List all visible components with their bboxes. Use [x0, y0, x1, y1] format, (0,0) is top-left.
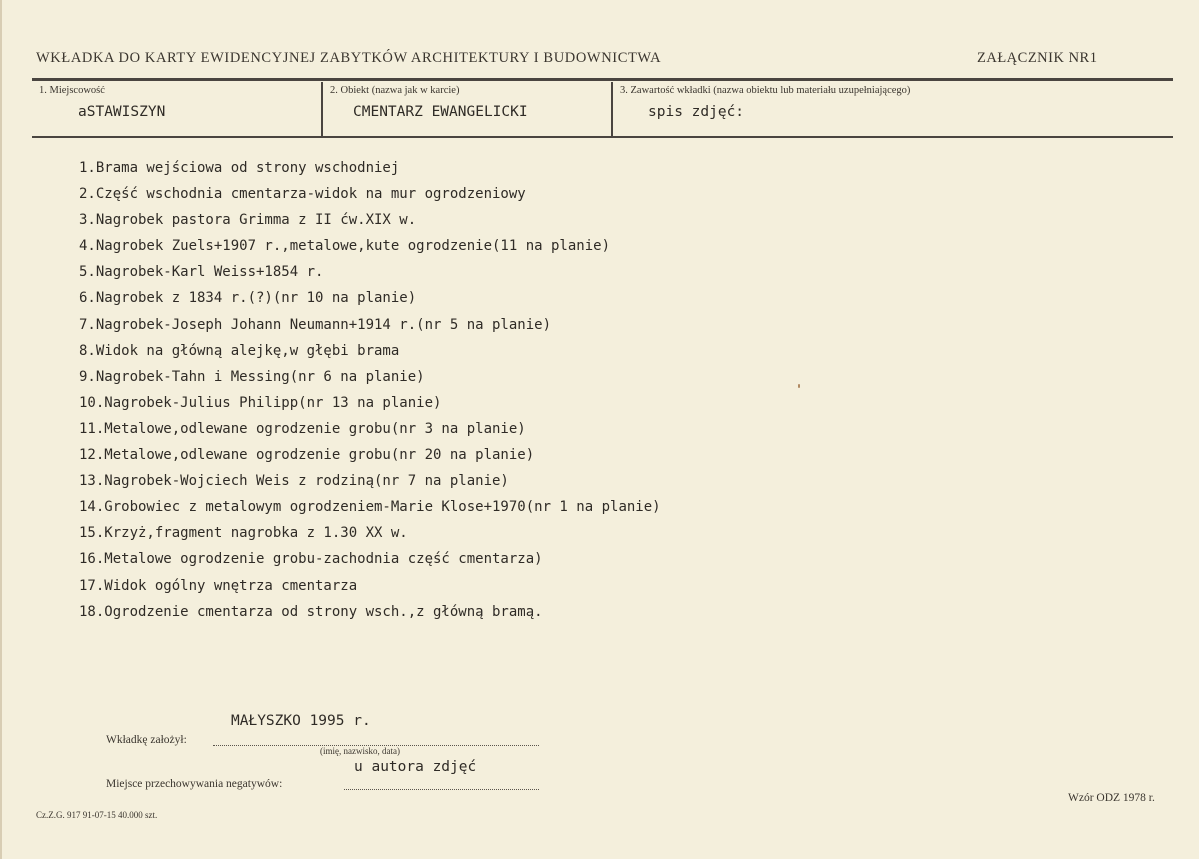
content-value: spis zdjęć:	[648, 104, 745, 120]
field-divider-1	[321, 82, 323, 138]
template-version: Wzór ODZ 1978 r.	[1068, 792, 1155, 804]
list-item: 10.Nagrobek-Julius Philipp(nr 13 na planie)	[79, 394, 442, 411]
list-item: 11.Metalowe,odlewane ogrodzenie grobu(nr 3 na planie)	[79, 420, 526, 437]
list-item: 9.Nagrobek-Tahn i Messing(nr 6 na planie)	[79, 368, 425, 385]
list-item: 14.Grobowiec z metalowym ogrodzeniem-Marie Klose+1970(nr 1 na planie)	[79, 499, 661, 516]
list-item: 16.Metalowe ogrodzenie grobu-zachodnia część cmentarza)	[79, 551, 543, 568]
negatives-label: Miejsce przechowywania negatywów:	[106, 778, 283, 790]
place-label: 1. Miejscowość	[39, 85, 105, 96]
list-item: 6.Nagrobek z 1834 r.(?)(nr 10 na planie)	[79, 290, 417, 307]
place-value: aSTAWISZYN	[78, 104, 166, 120]
list-item: 5.Nagrobek-Karl Weiss+1854 r.	[79, 264, 324, 281]
object-label: 2. Obiekt (nazwa jak w karcie)	[330, 85, 460, 96]
list-item: 4.Nagrobek Zuels+1907 r.,metalowe,kute ogrodzenie(11 na planie)	[79, 238, 611, 255]
content-label: 3. Zawartość wkładki (nazwa obiektu lub materiału uzupełniającego)	[620, 85, 911, 96]
list-item: 18.Ogrodzenie cmentarza od strony wsch.,z główną bramą.	[79, 603, 543, 620]
field-divider-2	[611, 82, 613, 138]
author-value: MAŁYSZKO 1995 r.	[231, 713, 371, 729]
header-rule-bottom	[32, 136, 1173, 138]
list-item: 15.Krzyż,fragment nagrobka z 1.30 XX w.	[79, 525, 408, 542]
photo-list	[79, 155, 661, 625]
list-item: 7.Nagrobek-Joseph Johann Neumann+1914 r.(nr 5 na planie)	[79, 316, 552, 333]
list-item: 3.Nagrobek pastora Grimma z II ćw.XIX w.	[79, 212, 417, 229]
list-item: 13.Nagrobek-Wojciech Weis z rodziną(nr 7 na planie)	[79, 473, 509, 490]
author-label: Wkładkę założył:	[106, 734, 187, 746]
list-item: 2.Część wschodnia cmentarza-widok na mur ogrodzeniowy	[79, 186, 526, 203]
print-info: Cz.Z.G. 917 91-07-15 40.000 szt.	[36, 810, 158, 820]
form-title: WKŁADKA DO KARTY EWIDENCYJNEJ ZABYTKÓW ARCHITEKTURY I BUDOWNICTWA	[36, 50, 662, 66]
header-rule-top	[32, 78, 1173, 81]
list-item: 1.Brama wejściowa od strony wschodniej	[79, 160, 400, 176]
list-item: 8.Widok na główną alejkę,w głębi brama	[79, 342, 400, 359]
author-hint: (imię, nazwisko, data)	[320, 746, 400, 756]
negatives-line	[344, 789, 539, 790]
annex-number: ZAŁĄCZNIK NR1	[977, 50, 1098, 66]
list-item: 17.Widok ogólny wnętrza cmentarza	[79, 577, 358, 594]
object-value: CMENTARZ EWANGELICKI	[353, 104, 528, 120]
list-item: 12.Metalowe,odlewane ogrodzenie grobu(nr 20 na planie)	[79, 447, 535, 464]
negatives-value: u autora zdjęć	[354, 759, 477, 775]
paper-stain	[798, 384, 800, 388]
